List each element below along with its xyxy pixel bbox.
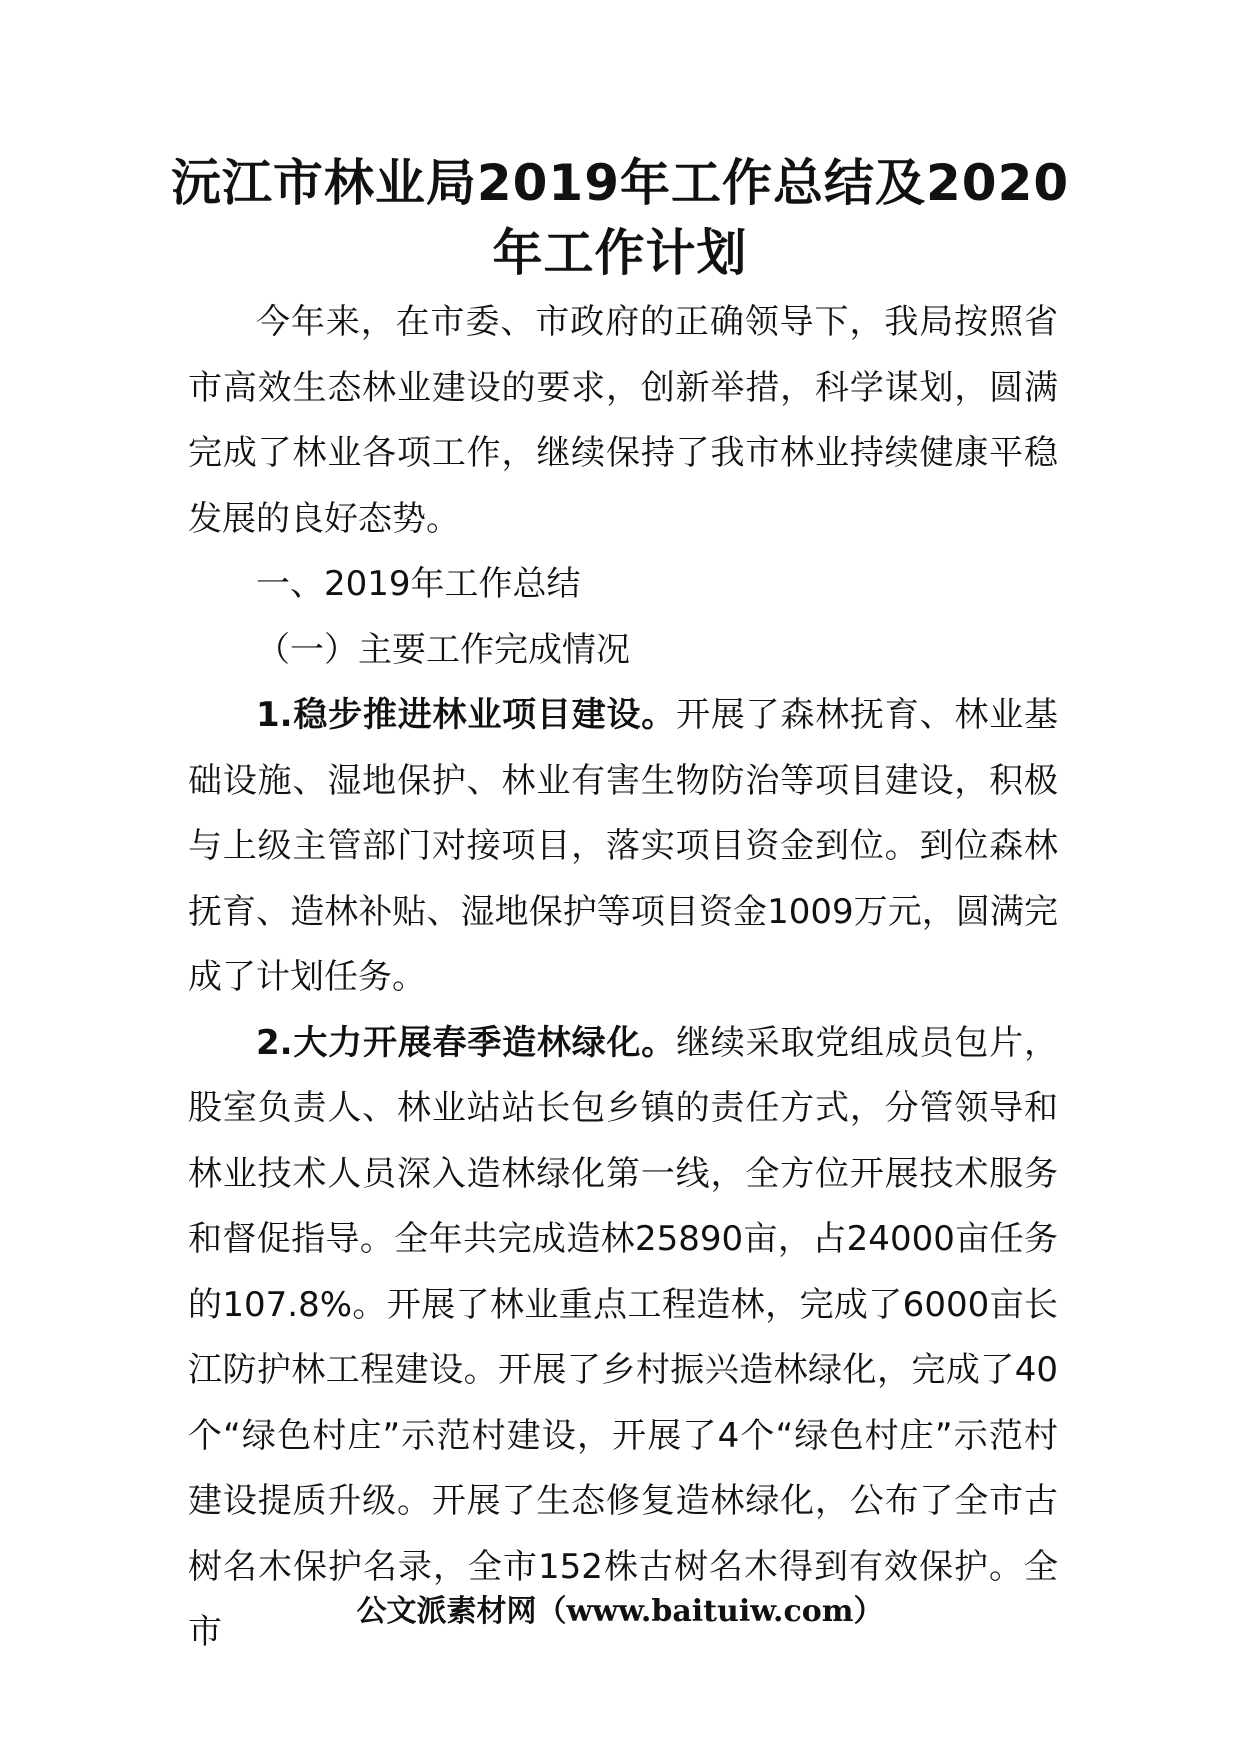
item-lead: 1.稳步推进林业项目建设。 bbox=[256, 695, 677, 735]
intro-paragraph: 今年来，在市委、市政府的正确领导下，我局按照省市高效生态林业建设的要求，创新举措，科学谋划，圆满完成了林业各项工作，继续保持了我市林业持续健康平稳发展的良好态势。 bbox=[188, 302, 1058, 539]
item-paragraph bbox=[188, 1011, 1058, 1666]
page-footer: 公文派素材网（www.baituiw.com） bbox=[356, 1594, 884, 1629]
item-paragraph bbox=[188, 683, 1058, 1011]
document-body bbox=[188, 290, 1058, 1666]
document-title: 沅江市林业局2019年工作总结及2020年工作计划 bbox=[170, 154, 1070, 282]
section-heading: 一、2019年工作总结 bbox=[256, 564, 581, 604]
item-lead: 2.大力开展春季造林绿化。 bbox=[256, 1022, 677, 1063]
subsection-heading: （一）主要工作完成情况 bbox=[256, 629, 630, 670]
item-text: 继续采取党组成员包片，股室负责人、林业站站长包乡镇的责任方式，分管领导和林业技术人员深入造林绿化第一线，全方位开展技术服务和督促指导。全年共完成造林25890亩，占24000亩任务的107.8%。开展了林业重点工程造林，完成了6000亩长江防护林工程建设。开展了乡村振兴造林绿化，完成了40个“绿色村庄”示范村建设，开展了4个“绿色村庄”示范村建设提质升级。开展了生态修复造林绿化，公布了全市古树名木保护名录，全市152株古树名木得到有效保护。全市 bbox=[188, 1022, 1058, 1652]
item-text: 开展了森林抚育、林业基础设施、湿地保护、林业有害生物防治等项目建设，积极与上级主管部门对接项目，落实项目资金到位。到位森林抚育、造林补贴、湿地保护等项目资金1009万元，圆满完成了计划任务。 bbox=[188, 695, 1058, 997]
